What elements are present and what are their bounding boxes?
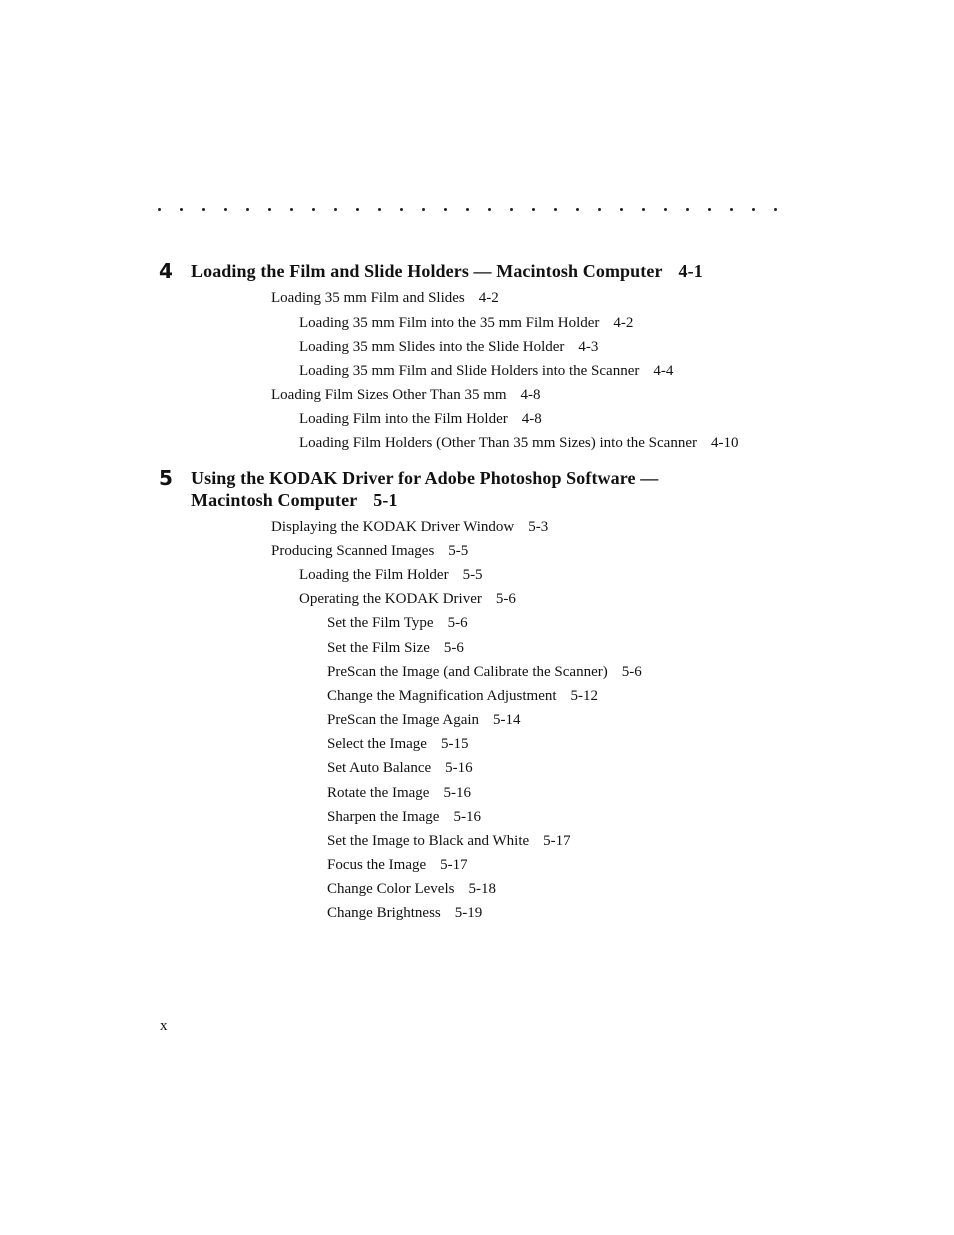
rule-dot <box>510 208 513 211</box>
chapter-4-number: 4 <box>159 259 173 283</box>
toc-entry[interactable] <box>327 784 471 802</box>
rule-dot <box>664 208 667 211</box>
toc-entry[interactable] <box>299 590 516 608</box>
rule-dot <box>532 208 535 211</box>
toc-entry-page: 5-6 <box>443 640 464 656</box>
toc-entry-page: 4-3 <box>578 339 599 355</box>
toc-entry[interactable] <box>299 566 483 584</box>
toc-entry-title: Sharpen the Image <box>327 809 440 825</box>
rule-dot <box>224 208 227 211</box>
rule-dot <box>466 208 469 211</box>
toc-entry[interactable] <box>299 338 598 356</box>
toc-entry-page: 5-5 <box>448 543 469 559</box>
toc-entry-title: Loading Film into the Film Holder <box>299 411 508 427</box>
toc-entry[interactable] <box>327 832 571 850</box>
toc-entry[interactable] <box>271 518 548 536</box>
chapter-4-title: Loading the Film and Slide Holders — Macintosh Computer <box>191 261 663 281</box>
toc-entry[interactable] <box>327 856 468 874</box>
toc-entry-title: PreScan the Image Again <box>327 712 480 728</box>
toc-entry-title: Change Brightness <box>327 905 441 921</box>
toc-entry-title: Set the Image to Black and White <box>327 833 530 849</box>
rule-dot <box>620 208 623 211</box>
toc-entry-page: 4-2 <box>613 315 634 331</box>
toc-entry-title: Rotate the Image <box>327 785 430 801</box>
rule-dot <box>180 208 183 211</box>
toc-entry-page: 5-17 <box>543 833 571 849</box>
toc-entry[interactable] <box>327 880 496 898</box>
toc-entry[interactable] <box>271 289 499 307</box>
rule-dot <box>400 208 403 211</box>
toc-entry-page: 5-16 <box>443 785 471 801</box>
rule-dot <box>312 208 315 211</box>
toc-entry-title: Producing Scanned Images <box>271 543 435 559</box>
toc-entry-title: Displaying the KODAK Driver Window <box>271 519 515 535</box>
toc-entry-page: 4-4 <box>653 363 674 379</box>
rule-dot <box>334 208 337 211</box>
toc-entry[interactable] <box>299 434 738 452</box>
chapter-5-title-line2: Macintosh Computer <box>191 490 358 510</box>
toc-entry-page: 5-12 <box>570 688 599 704</box>
chapter-5-page: 5-1 <box>373 490 398 510</box>
toc-entry-title: Set the Film Type <box>327 615 434 631</box>
toc-entry-title: Loading Film Holders (Other Than 35 mm Sizes) into the Scanner <box>299 435 697 451</box>
rule-dot <box>356 208 359 211</box>
toc-entry-page: 4-8 <box>521 411 542 427</box>
toc-entry[interactable] <box>327 614 468 632</box>
rule-dot <box>752 208 755 211</box>
rule-dot <box>158 208 161 211</box>
toc-entry[interactable] <box>327 687 598 705</box>
chapter-5-number: 5 <box>159 466 173 490</box>
chapter-4-page: 4-1 <box>678 261 703 281</box>
toc-entry-page: 5-14 <box>493 712 521 728</box>
toc-entry-title: Set the Film Size <box>327 640 430 656</box>
chapter-5-heading-line2[interactable] <box>191 489 398 511</box>
toc-entry[interactable] <box>327 759 473 777</box>
rule-dot <box>444 208 447 211</box>
toc-entry[interactable] <box>327 735 468 753</box>
toc-entry-title: Loading 35 mm Slides into the Slide Holder <box>299 339 565 355</box>
toc-entry-page: 5-6 <box>447 615 468 631</box>
toc-entry-page: 5-6 <box>621 664 642 680</box>
toc-entry-title: Focus the Image <box>327 857 427 873</box>
chapter-4-heading[interactable] <box>191 260 703 282</box>
rule-dot <box>576 208 579 211</box>
rule-dot <box>708 208 711 211</box>
chapter-5-heading-line1[interactable] <box>191 467 658 489</box>
toc-entry[interactable] <box>327 639 464 657</box>
toc-entry-title: Loading Film Sizes Other Than 35 mm <box>271 387 507 403</box>
rule-dot <box>730 208 733 211</box>
rule-dot <box>202 208 205 211</box>
toc-entry[interactable] <box>299 314 633 332</box>
toc-entry-page: 5-18 <box>468 881 496 897</box>
toc-entry[interactable] <box>327 663 642 681</box>
toc-entry-title: Set Auto Balance <box>327 760 432 776</box>
toc-entry-page: 5-5 <box>462 567 483 583</box>
rule-dot <box>554 208 557 211</box>
toc-entry-page: 5-17 <box>440 857 468 873</box>
toc-entry-page: 5-19 <box>454 905 483 921</box>
rule-dot <box>686 208 689 211</box>
toc-entry-title: PreScan the Image (and Calibrate the Scanner) <box>327 664 608 680</box>
toc-entry-title: Loading 35 mm Film and Slides <box>271 290 465 306</box>
dotted-rule <box>155 204 795 216</box>
toc-entry[interactable] <box>271 542 468 560</box>
rule-dot <box>378 208 381 211</box>
rule-dot <box>246 208 249 211</box>
toc-entry[interactable] <box>299 362 673 380</box>
page-number: x <box>160 1018 168 1034</box>
toc-entry-page: 5-3 <box>528 519 549 535</box>
toc-entry-page: 5-15 <box>440 736 469 752</box>
toc-entry-title: Operating the KODAK Driver <box>299 591 482 607</box>
toc-entry-page: 4-10 <box>710 435 739 451</box>
toc-entry[interactable] <box>299 410 542 428</box>
rule-dot <box>268 208 271 211</box>
toc-entry-page: 4-2 <box>478 290 499 306</box>
toc-entry-title: Change Color Levels <box>327 881 455 897</box>
rule-dot <box>598 208 601 211</box>
toc-entry-title: Change the Magnification Adjustment <box>327 688 557 704</box>
rule-dot <box>290 208 293 211</box>
toc-entry[interactable] <box>271 386 541 404</box>
toc-entry-page: 5-16 <box>453 809 481 825</box>
rule-dot <box>422 208 425 211</box>
toc-entry-title: Loading 35 mm Film into the 35 mm Film Holder <box>299 315 600 331</box>
toc-entry[interactable] <box>327 808 481 826</box>
rule-dot <box>642 208 645 211</box>
toc-entry-title: Loading 35 mm Film and Slide Holders into the Scanner <box>299 363 640 379</box>
toc-entry-page: 5-6 <box>495 591 516 607</box>
toc-entry-title: Loading the Film Holder <box>299 567 449 583</box>
toc-entry-page: 4-8 <box>520 387 541 403</box>
chapter-5-title-line1: Using the KODAK Driver for Adobe Photoshop Software — <box>191 468 659 488</box>
rule-dot <box>774 208 777 211</box>
rule-dot <box>488 208 491 211</box>
toc-entry-title: Select the Image <box>327 736 427 752</box>
toc-entry[interactable] <box>327 904 482 922</box>
toc-entry[interactable] <box>327 711 521 729</box>
toc-entry-page: 5-16 <box>445 760 473 776</box>
